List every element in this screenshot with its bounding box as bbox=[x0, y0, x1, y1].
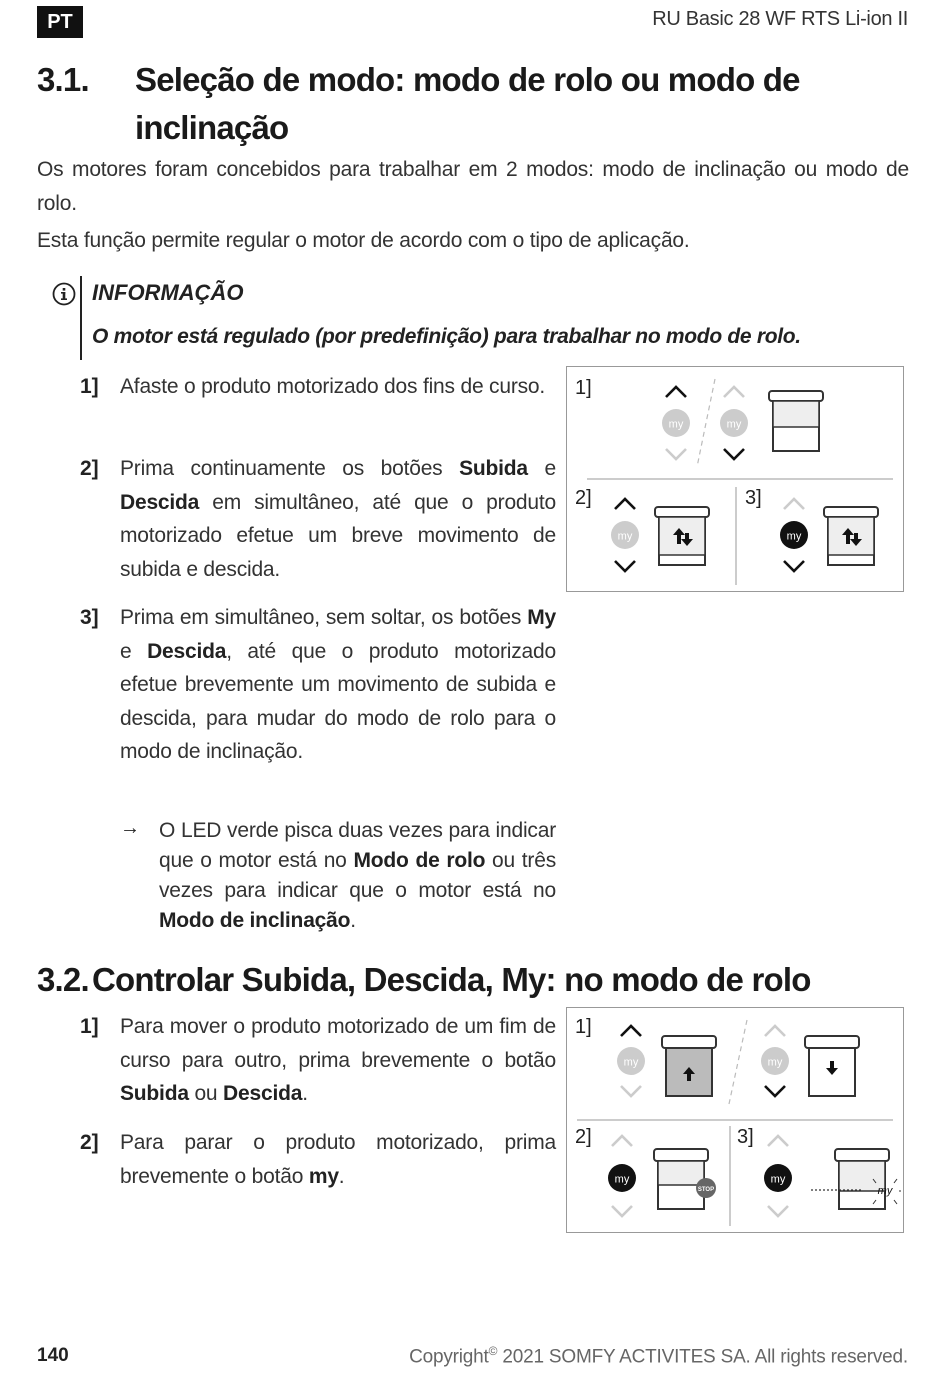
language-badge: PT bbox=[37, 6, 83, 38]
led-result-text: O LED verde pisca duas vezes para indicar que o motor está no Modo de rolo ou três vezes para indicar que o motor está no Modo de inclinação. bbox=[159, 819, 557, 932]
info-icon bbox=[52, 282, 76, 311]
step-text: Para parar o produto motorizado, prima brevemente o botão my. bbox=[120, 1131, 556, 1188]
step-number: 2] bbox=[80, 1131, 99, 1154]
chevron-up-icon bbox=[621, 1026, 641, 1036]
step-number: 1] bbox=[80, 375, 99, 398]
svg-text:my: my bbox=[767, 1056, 783, 1069]
chevron-up-icon bbox=[615, 499, 635, 509]
chevron-up-icon bbox=[724, 387, 744, 397]
chevron-down-icon bbox=[784, 561, 804, 571]
chevron-down-icon bbox=[724, 449, 744, 459]
product-model: RU Basic 28 WF RTS Li-ion II bbox=[652, 8, 908, 30]
section-title: Controlar Subida, Descida, My: no modo de rolo bbox=[92, 961, 811, 998]
svg-text:my: my bbox=[623, 1056, 639, 1069]
result-arrow: → bbox=[120, 817, 140, 839]
section-title-line2: inclinação bbox=[135, 109, 289, 146]
step-text: Afaste o produto motorizado dos fins de curso. bbox=[120, 375, 546, 398]
figure-label: 1] bbox=[575, 377, 592, 399]
copyright: Copyright© 2021 SOMFY ACTIVITES SA. All rights reserved. bbox=[409, 1344, 908, 1368]
chevron-down-icon bbox=[768, 1206, 788, 1216]
info-divider bbox=[80, 276, 82, 360]
chevron-down-icon bbox=[765, 1086, 785, 1096]
page-number: 140 bbox=[37, 1345, 69, 1366]
svg-text:STOP: STOP bbox=[697, 1187, 715, 1193]
intro-paragraph-1: Os motores foram concebidos para trabalhar em 2 modos: modo de inclinação ou modo de rolo. bbox=[37, 158, 909, 215]
info-title: INFORMAÇÃO bbox=[92, 280, 244, 305]
figure-label: 1] bbox=[575, 1016, 592, 1038]
svg-text:my: my bbox=[726, 418, 742, 431]
section-3-2-title bbox=[37, 958, 811, 1002]
svg-text:my: my bbox=[786, 530, 802, 543]
chevron-down-icon bbox=[666, 449, 686, 459]
section-3-1-title bbox=[37, 56, 917, 152]
section-title-line1: Seleção de modo: modo de rolo ou modo de bbox=[135, 61, 800, 98]
svg-text:my: my bbox=[770, 1173, 786, 1186]
step-number: 1] bbox=[80, 1015, 99, 1038]
svg-text:my: my bbox=[617, 530, 633, 543]
chevron-up-icon bbox=[768, 1136, 788, 1146]
chevron-down-icon bbox=[615, 561, 635, 571]
figure-label: 2] bbox=[575, 487, 592, 509]
step-text: Prima continuamente os botões Subida e Descida em simultâneo, até que o produto motorizado efetue um breve movimento de subida e descida. bbox=[120, 457, 556, 581]
figure-label: 2] bbox=[575, 1126, 592, 1148]
section-number: 3.2. bbox=[37, 961, 89, 998]
intro-paragraph-2: Esta função permite regular o motor de acordo com o tipo de aplicação. bbox=[37, 229, 690, 252]
chevron-down-icon bbox=[612, 1206, 632, 1216]
svg-text:my: my bbox=[668, 418, 684, 431]
chevron-up-icon bbox=[666, 387, 686, 397]
svg-text:my: my bbox=[877, 1185, 893, 1197]
chevron-up-icon bbox=[612, 1136, 632, 1146]
step-number: 3] bbox=[80, 606, 99, 629]
step-text: Prima em simultâneo, sem soltar, os botões My e Descida, até que o produto motorizado efetue brevemente um movimento de subida e descida, para mudar do modo de rolo para o modo de inclinação. bbox=[120, 606, 556, 763]
svg-text:my: my bbox=[614, 1173, 630, 1186]
figure-label: 3] bbox=[737, 1126, 754, 1148]
figure-label: 3] bbox=[745, 487, 762, 509]
step-text: Para mover o produto motorizado de um fim de curso para outro, prima brevemente o botão Subida ou Descida. bbox=[120, 1015, 556, 1105]
section-number: 3.1. bbox=[37, 61, 89, 98]
chevron-down-icon bbox=[621, 1086, 641, 1096]
chevron-up-icon bbox=[784, 499, 804, 509]
info-text: O motor está regulado (por predefinição) para trabalhar no modo de rolo. bbox=[92, 325, 801, 348]
chevron-up-icon bbox=[765, 1026, 785, 1036]
step-number: 2] bbox=[80, 457, 99, 480]
mode-selection-figure bbox=[566, 366, 904, 592]
roller-control-figure bbox=[566, 1007, 904, 1233]
